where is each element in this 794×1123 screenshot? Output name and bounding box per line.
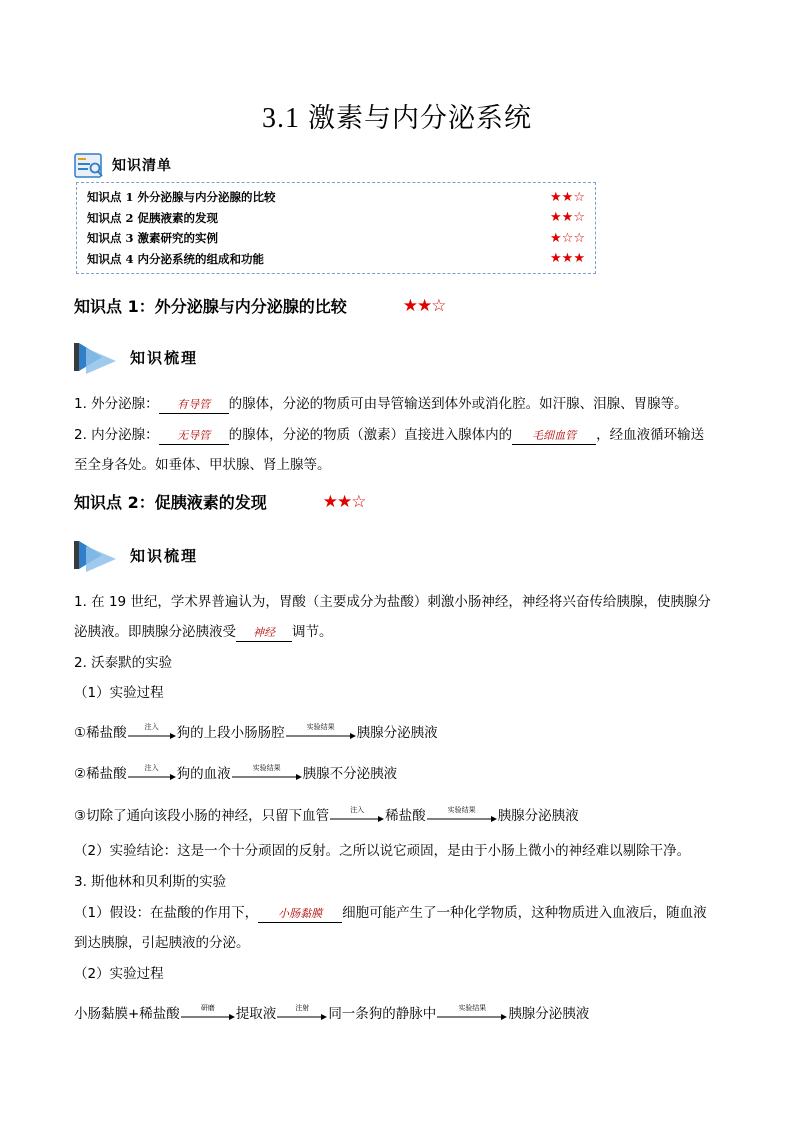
right-arrow-icon <box>232 773 302 781</box>
text: 胰腺分泌胰液 <box>497 808 579 824</box>
toc-item-stars: ★★★ <box>550 251 585 267</box>
experiment-1 <box>74 722 734 744</box>
text: 胰腺不分泌胰液 <box>302 766 398 782</box>
arrow-result <box>437 1004 507 1021</box>
arrow-label: 实验结果 <box>458 1004 487 1012</box>
arrow-label: 注入 <box>144 723 159 731</box>
text: 狗的血液 <box>176 766 231 782</box>
kp1-stars: ★★☆ <box>402 295 446 316</box>
kp2-heading-text: 知识点 2：促胰液素的发现 <box>74 493 267 512</box>
kp2-p2-1: （1）实验过程 <box>74 685 164 701</box>
answer-blank: 毛细血管 <box>512 428 596 445</box>
text: 同一条狗的静脉中 <box>328 1006 437 1022</box>
page-title <box>0 96 794 135</box>
toc-row <box>87 187 585 208</box>
kp2-p2-2: （2）实验结论：这是一个十分顽固的反射。之所以说它顽固，是由于小肠上微小的神经难以剔除干净。 <box>74 843 691 859</box>
arrow-label: 注入 <box>350 806 365 814</box>
right-arrow-icon <box>128 773 176 781</box>
arrow-label: 实验结果 <box>252 764 281 772</box>
arrow-label: 实验结果 <box>447 806 476 814</box>
kp1-section-label: 知识梳理 <box>130 348 199 367</box>
toc-item-text: 知识点 3 激素研究的实例 <box>87 231 219 246</box>
toc-item-text: 知识点 1 外分泌腺与内分泌腺的比较 <box>87 190 276 205</box>
answer-blank: 神经 <box>236 625 292 642</box>
kp1-section-header <box>72 340 198 374</box>
text: 稀盐酸 <box>385 808 426 824</box>
kp2-p3: 3. 斯他林和贝利斯的实验 <box>74 874 227 890</box>
arrow-result <box>232 764 302 781</box>
text: ，经血液循环输送 <box>596 427 705 443</box>
experiment-2 <box>74 763 734 785</box>
kp2-p1a: 1. 在 19 世纪，学术界普遍认为，胃酸（主要成分为盐酸）刺激小肠神经，神经将兴奋传给胰腺，使胰腺分 <box>74 594 711 610</box>
text: 的腺体，分泌的物质（激素）直接进入腺体内的 <box>228 427 513 443</box>
kp1-p2 <box>74 424 734 446</box>
toc-item-stars: ★★☆ <box>550 189 585 205</box>
arrow-label: 注射 <box>295 1004 310 1012</box>
title-number: 3.1 <box>262 103 300 134</box>
right-arrow-icon <box>286 732 356 740</box>
title-text: 激素与内分泌系统 <box>308 103 532 134</box>
arrow-injection <box>128 764 176 781</box>
toc-row <box>87 208 585 229</box>
knowledge-sort-icon <box>72 340 118 374</box>
arrow-label: 注入 <box>144 764 159 772</box>
text: 提取液 <box>235 1006 277 1022</box>
text: 2. 内分泌腺： <box>74 427 159 443</box>
kp1-p2b: 至全身各处。如垂体、甲状腺、肾上腺等。 <box>74 457 331 473</box>
experiment-4 <box>74 1003 734 1025</box>
knowledge-sort-icon <box>72 538 118 572</box>
text: 细胞可能产生了一种化学物质，这种物质进入血液后，随血液 <box>342 905 707 921</box>
kp2-section-label: 知识梳理 <box>130 546 199 565</box>
right-arrow-icon <box>330 815 384 823</box>
toc-row <box>87 228 585 249</box>
arrow-injection <box>330 806 384 823</box>
text: 小肠黏膜+稀盐酸 <box>74 1006 180 1022</box>
arrow-grind <box>181 1004 235 1021</box>
kp2-p3-1a <box>74 902 734 924</box>
toc-item-text: 知识点 2 促胰液素的发现 <box>87 210 219 225</box>
text: 狗的上段小肠肠腔 <box>176 725 285 741</box>
arrow-inject <box>277 1004 327 1021</box>
text: ②稀盐酸 <box>74 766 127 782</box>
right-arrow-icon <box>437 1013 507 1021</box>
kp1-heading-text: 知识点 1：外分泌腺与内分泌腺的比较 <box>74 297 347 316</box>
kp1-heading <box>74 294 445 317</box>
kp2-p3-1b: 到达胰腺，引起胰液的分泌。 <box>74 935 250 951</box>
answer-blank: 有导管 <box>159 397 229 414</box>
text: 调节。 <box>292 624 333 640</box>
kp1-p1 <box>74 393 734 415</box>
knowledge-list-label: 知识清单 <box>112 158 172 174</box>
arrow-injection <box>128 723 176 740</box>
answer-blank: 无导管 <box>159 428 229 445</box>
experiment-3 <box>74 805 734 827</box>
kp2-heading <box>74 490 365 513</box>
toc-item-text: 知识点 4 内分泌系统的组成和功能 <box>87 251 265 266</box>
text: 胰腺分泌胰液 <box>508 1006 590 1022</box>
toc-item-stars: ★★☆ <box>550 210 585 226</box>
text: 的腺体，分泌的物质可由导管输送到体外或消化腔。如汗腺、泪腺、胃腺等。 <box>228 396 688 412</box>
text: 胰腺分泌胰液 <box>356 725 438 741</box>
arrow-result <box>286 723 356 740</box>
kp2-p3-2: （2）实验过程 <box>74 966 164 982</box>
knowledge-list-icon <box>74 151 104 179</box>
text: （1）假设：在盐酸的作用下， <box>74 905 259 921</box>
right-arrow-icon <box>128 732 176 740</box>
kp2-stars: ★★☆ <box>322 491 366 512</box>
knowledge-list-box <box>76 182 596 274</box>
toc-item-stars: ★☆☆ <box>550 230 585 246</box>
answer-blank: 小肠黏膜 <box>258 906 342 923</box>
right-arrow-icon <box>277 1013 327 1021</box>
kp2-p1b <box>74 621 734 643</box>
arrow-label: 研磨 <box>200 1004 215 1012</box>
arrow-label: 实验结果 <box>306 723 335 731</box>
kp2-p2: 2. 沃泰默的实验 <box>74 655 173 671</box>
right-arrow-icon <box>181 1013 235 1021</box>
right-arrow-icon <box>427 815 497 823</box>
text: 1. 外分泌腺： <box>74 396 159 412</box>
arrow-result <box>427 806 497 823</box>
kp2-section-header <box>72 538 198 572</box>
text: ③切除了通向该段小肠的神经，只留下血管 <box>74 808 330 824</box>
text: 泌胰液。即胰腺分泌胰液受 <box>74 624 236 640</box>
knowledge-list-badge <box>74 150 172 180</box>
text: ①稀盐酸 <box>74 725 127 741</box>
toc-row <box>87 249 585 270</box>
